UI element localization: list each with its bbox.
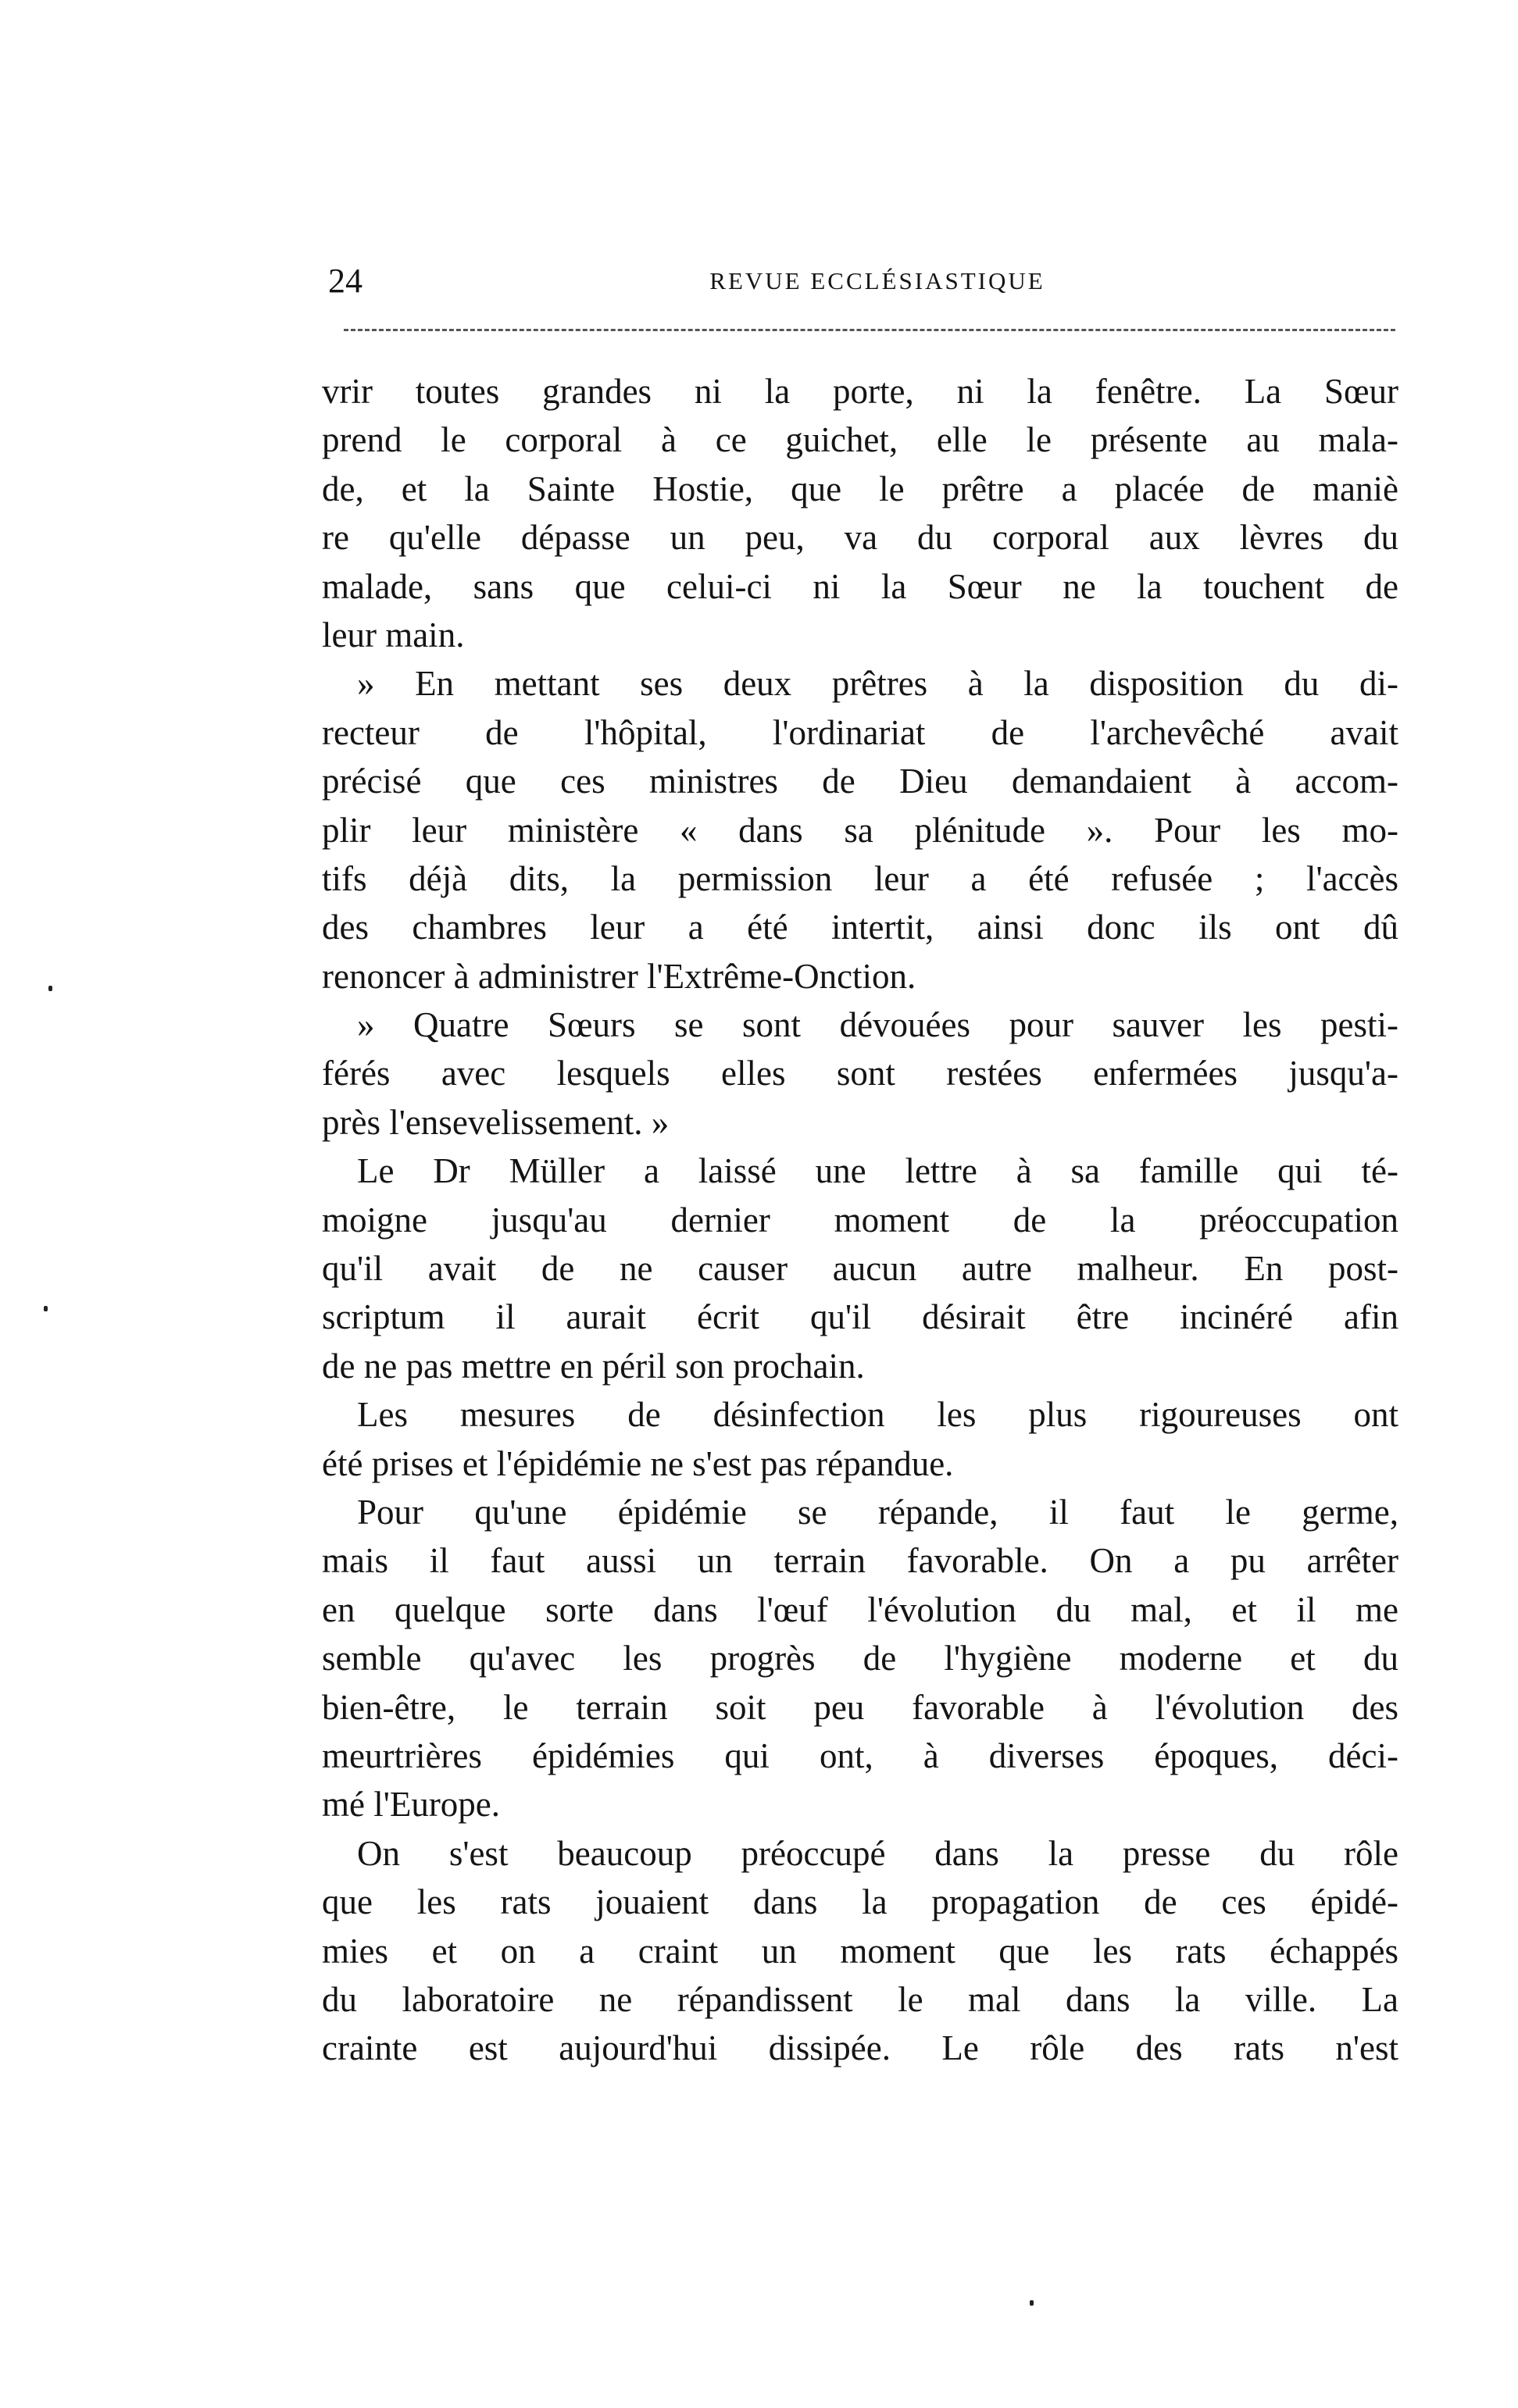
text-line: » Quatre Sœurs se sont dévouées pour sauver les pesti-: [357, 1005, 1398, 1045]
text-line: mais il faut aussi un terrain favorable. On a pu arrêter: [322, 1541, 1398, 1581]
text-line: re qu'elle dépasse un peu, va du corporal aux lèvres du: [322, 518, 1398, 558]
text-line: des chambres leur a été intertit, ainsi donc ils ont dû: [322, 908, 1398, 947]
text-line: férés avec lesquels elles sont restées enfermées jusqu'a-: [322, 1054, 1398, 1093]
text-line: bien-être, le terrain soit peu favorable à l'évolution des: [322, 1687, 1398, 1727]
text-line: près l'ensevelissement. »: [322, 1102, 670, 1142]
text-line: On s'est beaucoup préoccupé dans la presse du rôle: [357, 1833, 1398, 1873]
journal-title: REVUE ECCLÉSIASTIQUE: [709, 267, 1045, 294]
text-line: qu'il avait de ne causer aucun autre malheur. En post-: [322, 1249, 1398, 1289]
body-text: [322, 367, 1398, 2073]
text-line: moigne jusqu'au dernier moment de la préoccupation: [322, 1200, 1398, 1240]
text-line: Le Dr Müller a laissé une lettre à sa famille qui té-: [357, 1151, 1398, 1191]
text-line: vrir toutes grandes ni la porte, ni la fenêtre. La Sœur: [322, 372, 1398, 411]
running-head: [328, 258, 1395, 305]
text-line: en quelque sorte dans l'œuf l'évolution du mal, et il me: [322, 1589, 1398, 1629]
text-line: recteur de l'hôpital, l'ordinariat de l'archevêché avait: [322, 712, 1398, 752]
text-line: de, et la Sainte Hostie, que le prêtre a placée de maniè: [322, 469, 1398, 508]
text-line: précisé que ces ministres de Dieu demandaient à accom-: [322, 762, 1398, 801]
header-rule: [344, 329, 1395, 331]
margin-mark: [1030, 2300, 1034, 2306]
text-line: Les mesures de désinfection les plus rigoureuses ont: [357, 1395, 1398, 1435]
text-line: mé l'Europe.: [322, 1785, 501, 1825]
text-line: plir leur ministère « dans sa plénitude ». Pour les mo-: [322, 810, 1398, 850]
text-line: Pour qu'une épidémie se répande, il faut le germe,: [357, 1492, 1398, 1532]
text-line: » En mettant ses deux prêtres à la disposition du di-: [357, 664, 1398, 704]
text-line: de ne pas mettre en péril son prochain.: [322, 1346, 865, 1386]
text-line: semble qu'avec les progrès de l'hygiène moderne et du: [322, 1639, 1398, 1678]
text-line: leur main.: [322, 615, 465, 655]
text-line: meurtrières épidémies qui ont, à diverses époques, déci-: [322, 1736, 1398, 1775]
text-line: mies et on a craint un moment que les rats échappés: [322, 1931, 1398, 1971]
text-line: que les rats jouaient dans la propagation de ces épidé-: [322, 1882, 1398, 1922]
text-line: malade, sans que celui-ci ni la Sœur ne la touchent de: [322, 566, 1398, 606]
text-line: scriptum il aurait écrit qu'il désirait être incinéré afin: [322, 1297, 1398, 1337]
margin-mark: [44, 1306, 48, 1311]
text-line: prend le corporal à ce guichet, elle le présente au mala-: [322, 420, 1398, 460]
text-line: renoncer à administrer l'Extrême-Onction.: [322, 956, 916, 996]
page-number: 24: [328, 262, 363, 300]
text-line: été prises et l'épidémie ne s'est pas répandue.: [322, 1443, 954, 1483]
text-line: tifs déjà dits, la permission leur a été refusée ; l'accès: [322, 858, 1398, 898]
text-line: du laboratoire ne répandissent le mal dans la ville. La: [322, 1979, 1398, 2019]
margin-mark: [48, 986, 52, 991]
text-line: crainte est aujourd'hui dissipée. Le rôle des rats n'est: [322, 2028, 1398, 2068]
